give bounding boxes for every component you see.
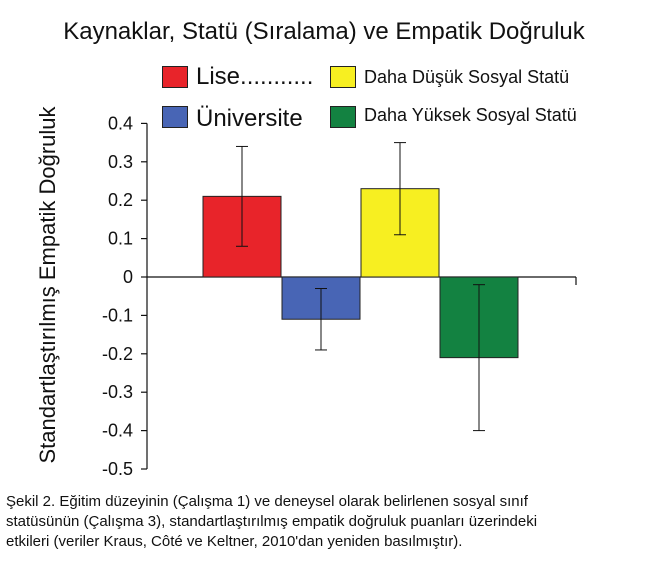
legend-label-universite: Üniversite xyxy=(196,105,303,132)
y-axis-label: Standartlaştırılmış Empatik Doğruluk xyxy=(35,106,60,464)
legend-label-lise: Lise........... xyxy=(196,63,314,90)
figure-caption xyxy=(6,492,642,552)
y-tick-label: -0.5 xyxy=(101,459,133,479)
legend-label-yuksek-statu: Daha Yüksek Sosyal Statü xyxy=(364,105,577,125)
y-tick-label: -0.2 xyxy=(101,343,133,364)
legend-label-dusuk-statu: Daha Düşük Sosyal Statü xyxy=(364,67,570,87)
y-tick-label: 0 xyxy=(122,267,133,287)
y-tick-label: -0.4 xyxy=(101,420,133,441)
y-tick-label: -0.3 xyxy=(101,382,133,403)
y-tick-label: 0.1 xyxy=(107,228,133,249)
y-tick-label: 0.3 xyxy=(107,151,133,172)
y-tick-label: -0.1 xyxy=(101,305,133,326)
y-tick-label: 0.4 xyxy=(107,113,133,134)
caption-line-1: Şekil 2. Eğitim düzeyinin (Çalışma 1) ve deneysel olarak belirlenen sosyal sınıf xyxy=(6,493,528,510)
caption-line-2: statüsünün (Çalışma 3), standartlaştırılmış empatik doğruluk puanları üzerindeki xyxy=(6,513,538,530)
y-tick-label: 0.2 xyxy=(107,190,133,211)
chart-title: Kaynaklar, Statü (Sıralama) ve Empatik Doğruluk xyxy=(63,18,585,45)
caption-line-3: etkileri (veriler Kraus, Côté ve Keltner, 2010'dan yeniden basılmıştır). xyxy=(6,533,463,550)
